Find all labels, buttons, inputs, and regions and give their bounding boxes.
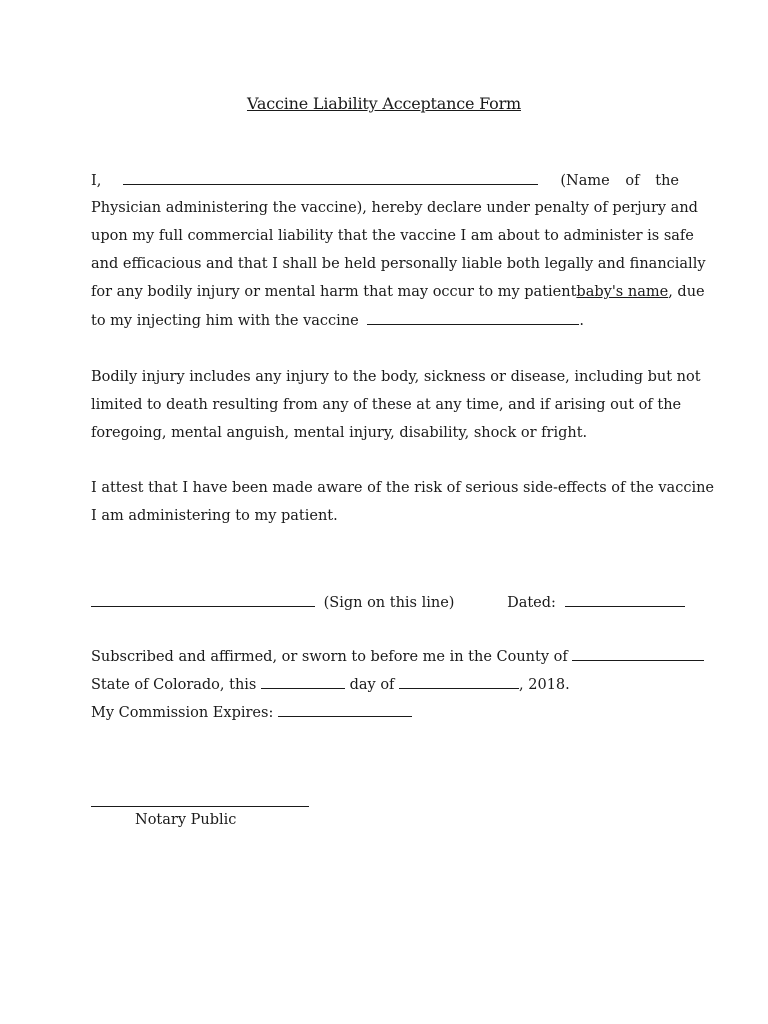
month-field[interactable] <box>399 670 519 689</box>
year-text: , 2018. <box>519 677 570 693</box>
declaration-line-1 <box>91 166 679 194</box>
bodily-injury-line-2: limited to death resulting from any of these at any time, and if arising out of the <box>91 397 682 413</box>
dated-field[interactable] <box>565 588 685 607</box>
attestation-line-1: I attest that I have been made aware of the risk of serious side-effects of the vaccine <box>91 480 715 496</box>
commission-expires-label: My Commission Expires: <box>91 705 274 721</box>
declaration-line-4: and efficacious and that I shall be held personally liable both legally and financially <box>91 256 706 272</box>
declaration-line-3: upon my full commercial liability that the vaccine I am about to administer is safe <box>91 228 694 244</box>
dated-label: Dated: <box>507 595 556 611</box>
attestation-paragraph <box>91 474 715 530</box>
notary-public-label: Notary Public <box>135 812 237 828</box>
declaration-paragraph <box>91 166 706 334</box>
notary-line-1 <box>91 642 679 670</box>
declaration-line-5-start: for any bodily injury or mental harm that may occur to my patient <box>91 284 577 300</box>
signature-row <box>91 588 685 616</box>
county-text: Subscribed and affirmed, or sworn to before me in the County of <box>91 649 568 665</box>
declaration-line-6-start: to my injecting him with the vaccine <box>91 313 359 329</box>
commission-expires-field[interactable] <box>278 698 412 717</box>
attestation-line-2: I am administering to my patient. <box>91 508 338 524</box>
day-of-text: day of <box>349 677 395 693</box>
notary-line-3 <box>91 698 679 726</box>
bodily-injury-paragraph <box>91 363 701 447</box>
signature-field[interactable] <box>91 588 315 607</box>
babys-name-field[interactable]: baby's name <box>576 284 669 300</box>
declaration-line-6-end: . <box>579 313 584 329</box>
bodily-injury-line-1: Bodily injury includes any injury to the body, sickness or disease, including but not <box>91 369 701 385</box>
vaccine-name-field[interactable] <box>367 306 579 325</box>
day-field[interactable] <box>261 670 345 689</box>
notary-block <box>91 642 679 726</box>
declaration-line-5 <box>91 278 705 306</box>
sign-on-line-label: (Sign on this line) <box>323 595 455 611</box>
bodily-injury-line-3: foregoing, mental anguish, mental injury, disability, shock or fright. <box>91 425 588 441</box>
declaration-line-5-end: , due <box>668 284 705 300</box>
declaration-line-5-tail <box>576 278 704 306</box>
declaration-line-6 <box>91 306 679 334</box>
declaration-i: I, <box>91 173 102 189</box>
county-field[interactable] <box>572 642 704 661</box>
physician-name-field[interactable] <box>123 166 538 185</box>
state-text: State of Colorado, this <box>91 677 257 693</box>
declaration-line-2: Physician administering the vaccine), hereby declare under penalty of perjury and <box>91 200 698 216</box>
form-title: Vaccine Liability Acceptance Form <box>246 94 521 113</box>
notary-line-2 <box>91 670 679 698</box>
name-of-physician-label: (Name of the <box>560 173 679 189</box>
notary-signature-line[interactable] <box>91 806 309 807</box>
